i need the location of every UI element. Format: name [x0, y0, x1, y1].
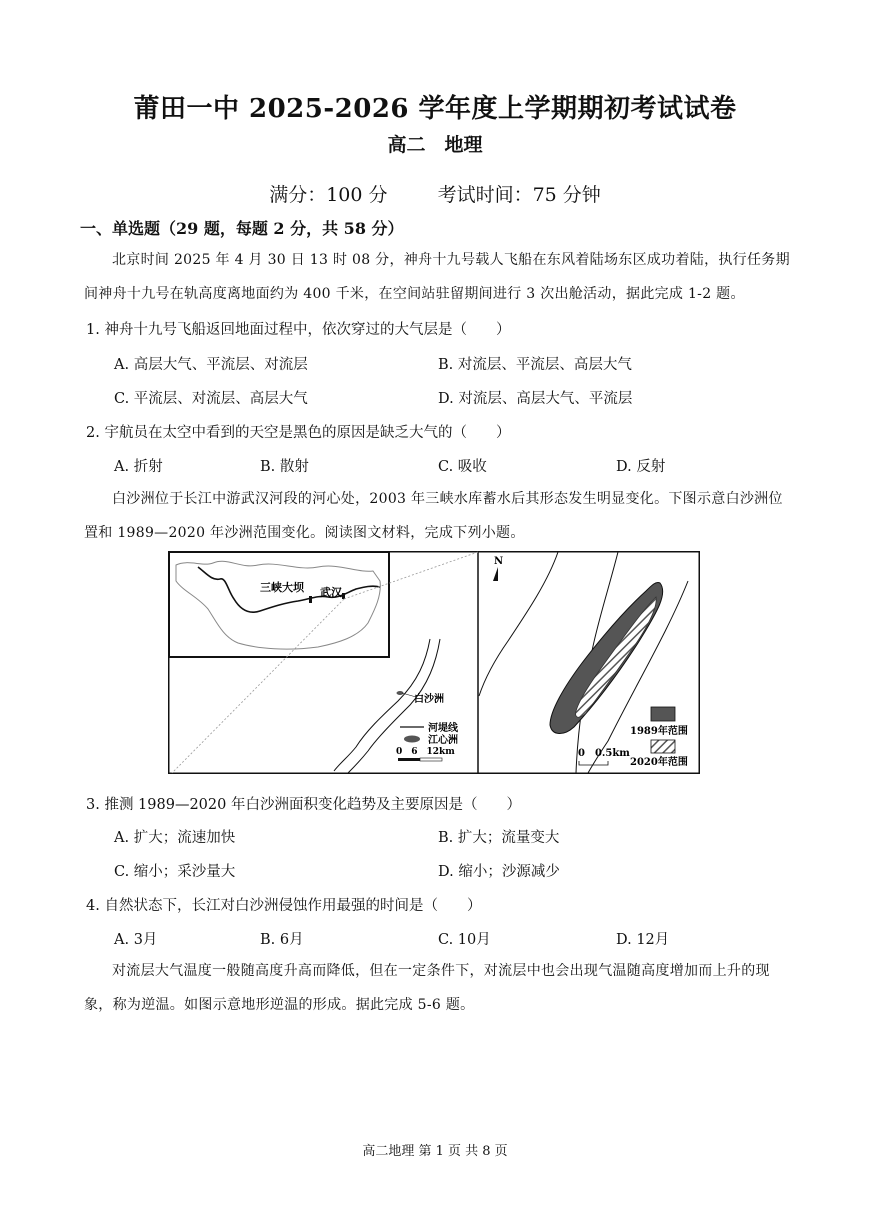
question-4-option-c: C. 10月 [438, 932, 491, 948]
label-three-gorges-dam: 三峡大坝 [260, 581, 304, 594]
exam-time: 考试时间：75 分钟 [437, 184, 601, 206]
score-time-line [0, 180, 870, 207]
legend-island: 江心洲 [428, 735, 458, 746]
question-4-option-a: A. 3月 [114, 932, 158, 948]
question-1-option-a: A. 高层大气、平流层、对流层 [114, 357, 308, 373]
question-1-option-d: D. 对流层、高层大气、平流层 [438, 391, 633, 407]
question-3-option-b: B. 扩大；流量变大 [438, 830, 560, 846]
question-3-stem: 3. 推测 1989—2020 年白沙洲面积变化趋势及主要原因是（ ） [86, 797, 521, 813]
scale-right-labels: 0 0.5km [578, 748, 630, 759]
baishazhou-map-figure [168, 551, 700, 774]
question-2-stem: 2. 宇航员在太空中看到的天空是黑色的原因是缺乏大气的（ ） [86, 425, 511, 441]
material-2: 白沙洲位于长江中游武汉河段的河心处，2003 年三峡水库蓄水后其形态发生明显变化。下图示意白沙洲位置和 1989—2020 年沙洲范围变化。阅读图文材料，完成下列小题。 [84, 491, 783, 541]
legend-1989: 1989年范围 [630, 726, 688, 737]
question-2-option-d: D. 反射 [616, 459, 666, 475]
scale-left-labels: 0 6 12km [396, 747, 455, 757]
question-4-stem: 4. 自然状态下，长江对白沙洲侵蚀作用最强的时间是（ ） [86, 898, 482, 914]
question-1-option-c: C. 平流层、对流层、高层大气 [114, 391, 308, 407]
material-1: 北京时间 2025 年 4 月 30 日 13 时 08 分，神舟十九号载人飞船在东风着陆场东区成功着陆，执行任务期间神舟十九号在轨高度离地面约为 400 千米，在空间站驻留期间进行 3 次出舱活动，据此完成 1-2 题。 [84, 252, 790, 302]
section-title: 一、单选题（29 题，每题 2 分，共 58 分） [80, 219, 404, 238]
question-1-option-b: B. 对流层、平流层、高层大气 [438, 357, 632, 373]
legend-2020: 2020年范围 [630, 757, 688, 768]
question-2-option-c: C. 吸收 [438, 459, 487, 475]
inset-map [169, 552, 389, 657]
question-1-stem: 1. 神舟十九号飞船返回地面过程中，依次穿过的大气层是（ ） [86, 322, 511, 338]
north-label: N [494, 556, 504, 567]
label-baishazhou: 白沙洲 [414, 694, 444, 705]
exam-title: 莆田一中 2025-2026 学年度上学期期初考试试卷 [133, 94, 737, 124]
question-3-option-c: C. 缩小；采沙量大 [114, 864, 236, 880]
question-3-option-d: D. 缩小；沙源减少 [438, 864, 560, 880]
material-3: 对流层大气温度一般随高度升高而降低，但在一定条件下，对流层中也会出现气温随高度增加而上升的现象，称为逆温。如图示意地形逆温的形成。据此完成 5-6 题。 [84, 963, 770, 1013]
page-footer: 高二地理 第 1 页 共 8 页 [362, 1144, 508, 1159]
question-3-option-a: A. 扩大；流速加快 [114, 830, 236, 846]
question-2-option-b: B. 散射 [260, 459, 309, 475]
question-4-option-d: D. 12月 [616, 932, 670, 948]
label-wuhan: 武汉 [320, 586, 342, 599]
full-score: 满分：100 分 [269, 184, 388, 206]
question-4-option-b: B. 6月 [260, 932, 304, 948]
exam-subtitle: 高二 地理 [387, 134, 483, 156]
question-2-option-a: A. 折射 [114, 459, 163, 475]
legend-levee: 河堤线 [428, 723, 458, 734]
